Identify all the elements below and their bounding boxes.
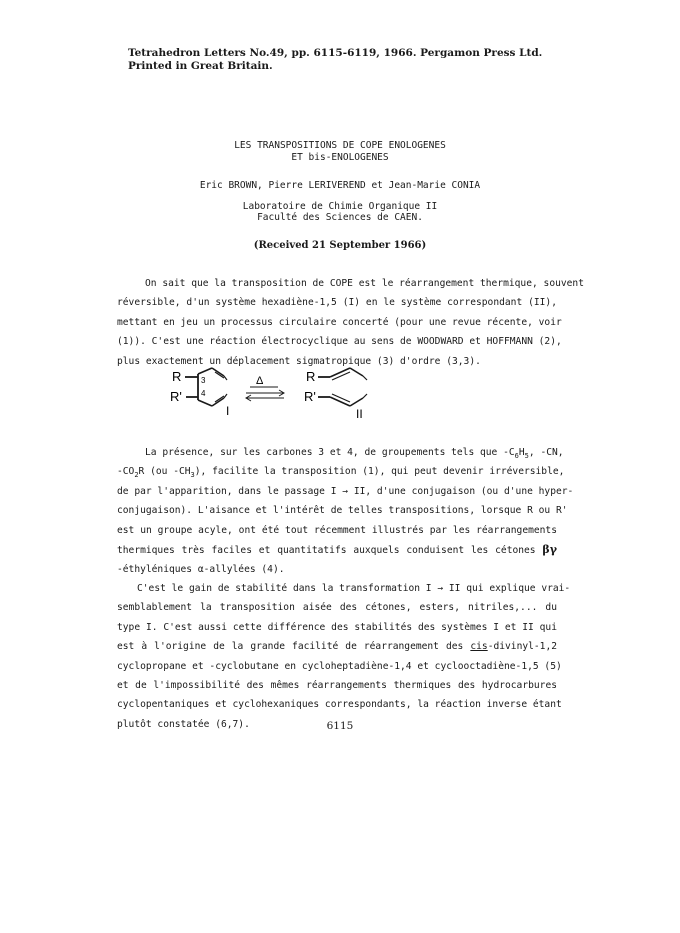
article-title bbox=[0, 140, 680, 164]
text-line: réversible, d'un système hexadiène-1,5 (I) en le système correspondant (II), bbox=[117, 297, 557, 309]
text-line: de par l'apparition, dans le passage I → II, d'une conjugaison (ou d'une hyper- bbox=[117, 485, 574, 497]
text-line: On sait que la transposition de COPE est le réarrangement thermique, souvent bbox=[145, 278, 584, 289]
text-line: est un groupe acyle, ont été tout récemment illustrés par les réarrangements bbox=[117, 524, 557, 536]
structure-II bbox=[304, 368, 367, 421]
paragraph-3 bbox=[117, 579, 571, 734]
substituent-r-prime-label: R' bbox=[170, 389, 182, 404]
text-line: (1)). C'est une réaction électrocyclique au sens de WOODWARD et HOFFMANN (2), bbox=[117, 336, 562, 348]
text-line: cyclopentaniques et cyclohexaniques correspondants, la réaction inverse étant bbox=[117, 699, 562, 711]
text-line: et de l'impossibilité des mêmes réarrangements thermiques des hydrocarbures bbox=[117, 680, 557, 692]
equilibrium-arrows bbox=[246, 375, 284, 401]
cope-reaction-scheme bbox=[160, 366, 420, 426]
text-line: -éthyléniques α-allylées (4). bbox=[117, 564, 285, 576]
journal-header bbox=[128, 47, 542, 73]
affiliation bbox=[0, 201, 680, 223]
printed-line: Printed in Great Britain. bbox=[128, 60, 273, 72]
structure-I-label: I bbox=[226, 404, 230, 418]
title-line-1: LES TRANSPOSITIONS DE COPE ENOLOGENES bbox=[234, 140, 446, 151]
paragraph-1 bbox=[117, 274, 584, 371]
authors: Eric BROWN, Pierre LERIVEREND et Jean-Marie CONIA bbox=[199, 180, 481, 191]
handwritten-beta-gamma-mark: βγ bbox=[542, 543, 557, 557]
position-3-label: 3 bbox=[201, 376, 206, 385]
citation-line: Tetrahedron Letters No.49, pp. 6115-6119, 1966. Pergamon Press Ltd. bbox=[128, 47, 543, 59]
substituent-r-label: R bbox=[306, 369, 316, 384]
text-line: C'est le gain de stabilité dans la transformation I → II qui explique vrai- bbox=[137, 583, 571, 594]
text-line: thermiques très faciles et quantitatifs auxquels conduisent les cétones βγ bbox=[117, 543, 557, 557]
substituent-r-prime-label: R' bbox=[304, 389, 316, 404]
heat-delta-label: Δ bbox=[256, 375, 264, 387]
text-line: type I. C'est aussi cette différence des stabilités des systèmes I et II qui bbox=[117, 621, 557, 633]
affiliation-line-1: Laboratoire de Chimie Organique II bbox=[242, 201, 438, 212]
affiliation-line-2: Faculté des Sciences de CAEN. bbox=[257, 212, 423, 223]
paragraph-2 bbox=[117, 443, 574, 580]
title-line-2: ET bis-ENOLOGENES bbox=[291, 152, 389, 163]
text-line: semblablement la transposition aisée des cétones, esters, nitriles,... du bbox=[117, 602, 557, 614]
text-line: $-CO_2R$ (ou $-CH_3$), facilite la transposition (1), qui peut devenir irréversible, bbox=[117, 466, 565, 480]
substituent-r-label: R bbox=[172, 369, 182, 384]
position-4-label: 4 bbox=[201, 389, 206, 398]
page-number: 6115 bbox=[326, 720, 354, 732]
text-line: est à l'origine de la grande facilité de réarrangement des cis-divinyl-1,2 bbox=[117, 641, 557, 653]
text-line: plutôt constatée (6,7). bbox=[117, 718, 250, 730]
structure-II-label: II bbox=[356, 407, 363, 421]
text-line: cyclopropane et -cyclobutane en cycloheptadiène-1,4 et cyclooctadiène-1,5 (5) bbox=[117, 660, 562, 672]
text-line: conjugaison). L'aisance et l'intérêt de telles transpositions, lorsque R ou R' bbox=[117, 505, 568, 517]
text-line: La présence, sur les carbones 3 et 4, de groupements tels que $-C_6H_5$, -CN, bbox=[145, 447, 564, 460]
received-date: (Received 21 September 1966) bbox=[253, 240, 427, 251]
text-line: mettant en jeu un processus circulaire concerté (pour une revue récente, voir bbox=[117, 316, 562, 328]
structure-I bbox=[170, 368, 229, 418]
text-line: plus exactement un déplacement sigmatropique (3) d'ordre (3,3). bbox=[117, 355, 481, 367]
